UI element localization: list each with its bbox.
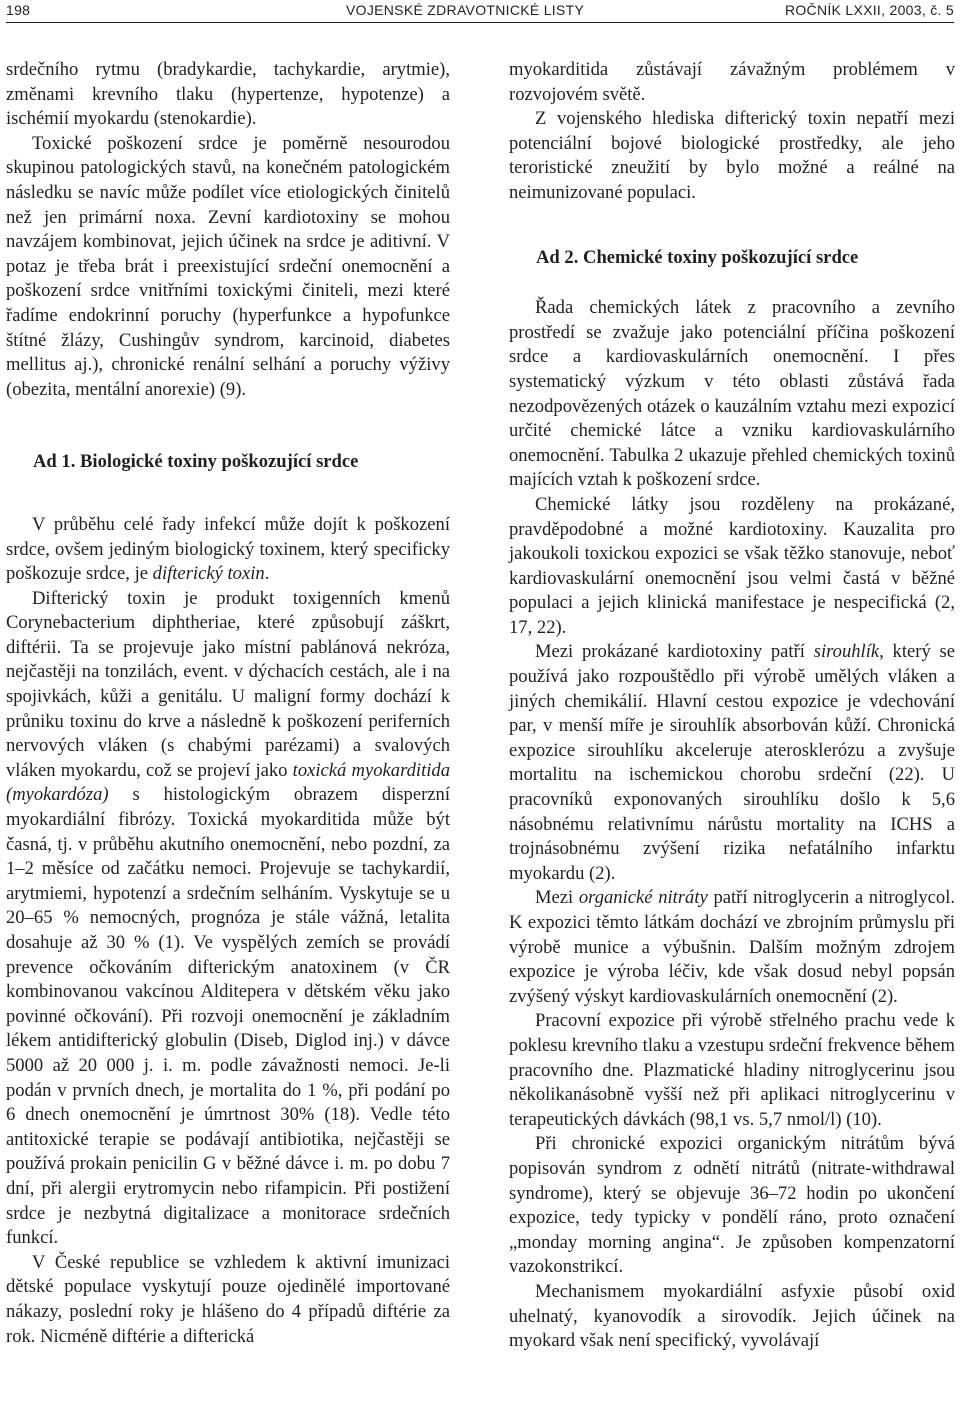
italic-term: difterický toxin: [152, 563, 265, 585]
paragraph: Při chronické expozici organickým nitrátům bývá popisován syndrom z odnětí nitrátů (nitrate-withdrawal syndrome), který se objevuje 36–72 hodin po ukončení expozice, tedy typicky v pondělí ráno, proto označení „monday morning angina“. Je způsoben kompenzatorní vazokonstrikcí.: [509, 1133, 955, 1278]
paragraph: Chemické látky jsou rozděleny na prokázané, pravděpodobné a možné kardiotoxiny. Kauzalita pro jakoukoli toxickou expozici se však těžko stanovuje, neboť kardiovaskulární onemocnění jsou velmi častá v běžné populaci a jejich klinická manifestace je nespecifická (2, 17, 22).: [509, 493, 955, 638]
italic-term: sirouhlík,: [813, 641, 884, 663]
paragraph: Z vojenského hlediska difterický toxin nepatří mezi potenciální bojové biologické prostředky, ale jeho teroristické zneužití by bylo možné a reálné na neimunizované populaci.: [509, 108, 955, 203]
italic-term: organické nitráty: [578, 887, 708, 909]
section-heading-biological: Ad 1. Biologické toxiny poškozující srdce: [33, 451, 359, 473]
paragraph: V České republice se vzhledem k aktivní imunizaci dětské populace vyskytují pouze ojedinělé importované nákazy, poslední roky je hlášeno do 4 případů diftérie za rok. Nicméně diftérie a difterická: [6, 1251, 450, 1347]
running-header: [6, 0, 954, 23]
section-heading-chemical: Ad 2. Chemické toxiny poškozující srdce: [536, 246, 859, 268]
right-column: [509, 58, 955, 1354]
paragraph: Toxické poškození srdce je poměrně nesourodou skupinou patologických stavů, na konečném patologickém následku se navíc může podílet více etiologických činitelů než jen primární noxa. Zevní kardiotoxiny se mohou navzájem kombinovat, jejich účinek na srdce je aditivní. V potaz je třeba brát i preexistující srdeční onemocnění a poškození srdce vnitřními toxickými činiteli, mezi které řadíme endokrinní poruchy (hyperfunkce a hypofunkce štítné žlázy, Cushingův syndrom, karcinoid, diabetes mellitus aj.), chronické renální selhání a poruchy výživy (obezita, mentální anorexie) (9).: [6, 132, 450, 400]
italic-term: toxická myokarditida (myokardóza): [6, 759, 450, 806]
volume-issue: ROČNÍK LXXII, 2003, č. 5: [784, 2, 954, 18]
journal-title: VOJENSKÉ ZDRAVOTNICKÉ LISTY: [346, 2, 585, 18]
paragraph: Mechanismem myokardiální asfyxie působí oxid uhelnatý, kyanovodík a sirovodík. Jejich účinek na myokard však není specifický, vyvolávají: [509, 1280, 955, 1352]
paragraph: Řada chemických látek z pracovního a zevního prostředí se zvažuje jako potenciální příčina poškození srdce a kardiovaskulárních onemocnění. I přes systematický výzkum v této oblasti zůstává řada nezodpovězených otázek o kauzálním vztahu mezi expozicí určité chemické látce a vzniku kardiovaskulárního onemocnění. Tabulka 2 ukazuje přehled chemických toxinů majících vztah k poškození srdce.: [509, 297, 955, 491]
paragraph: Mezi prokázané kardiotoxiny patří sirouhlík, který se používá jako rozpouštědlo při výrobě umělých vláken a jiných chemikálií. Hlavní cestou expozice je vdechování par, v menší míře je sirouhlík absorbován kůží. Chronická expozice sirouhlíku akceleruje aterosklerózu a zvyšuje mortalitu na ischemickou chorobu srdeční (22). U pracovníků exponovaných sirouhlíku došlo k 5,6 násobnému relativnímu nárůstu mortality na ICHS a trojnásobnému zvýšení rizika nefatálního infarktu myokardu (2).: [509, 641, 955, 884]
paragraph: Mezi organické nitráty patří nitroglycerin a nitroglycol. K expozici těmto látkám dochází ve zbrojním průmyslu při výrobě munice a výbušnin. Dalším možným zdrojem expozice je výroba léčiv, kde však dosud nebyl popsán zvýšený výskyt kardiovaskulárních onemocnění (2).: [509, 887, 956, 1007]
page-number: 198: [6, 2, 31, 18]
paragraph: Difterický toxin je produkt toxigenních kmenů Corynebacterium diphtheriae, které způsobují záškrt, diftérii. Ta se projevuje jako místní pablánová nekróza, nejčastěji na tonzilách, event. v dýchacích cestách, ale i na spojivkách, kůži a genitálu. U maligní formy dochází k průniku toxinu do krve a následně k poškození periferních nervových vláken (s chabými parézami) a svalových vláken myokardu, což se projeví jako toxická myokarditida (myokardóza) s histologickým obrazem disperzní myokardiální fibrózy. Toxická myokarditida může být časná, tj. v průběhu akutního onemocnění, nebo pozdní, za 1–2 měsíce od začátku nemoci. Projevuje se tachykardií, arytmiemi, hypotenzí a srdečním selháním. Vyskytuje se u 20–65 % nemocných, prognóza je stále vážná, letalita dosahuje až 30 % (1). Ve vyspělých zemích se provádí prevence očkováním difterickým anatoxinem (v ČR kombinovanou vakcínou Alditepera v dětském věku jako povinné očkování). Při rozvoji onemocnění je základním lékem antidifterický globulin (Diseb, Diglod inj.) v dávce 5000 až 20 000 j. i. m. podle závažnosti nemoci. Je-li podán v prvních dnech, je mortalita do 1 %, při podání po 6 dnech onemocnění je úmrtnost 30% (18). Vedle této antitoxické terapie se podávají antibiotika, nejčastěji se používá prokain penicilin G v běžné dávce i. m. po dobu 7 dní, při alergii erytromycin nebo rifampicin. Při postižení srdce je nezbytná digitalizace a monitorace srdečních funkcí.: [6, 587, 450, 1249]
paragraph: Pracovní expozice při výrobě střelného prachu vede k poklesu krevního tlaku a vzestupu srdeční frekvence během pracovního dne. Plazmatické hladiny nitroglycerinu jsou několikanásobně vyšší než při aplikaci nitroglycerinu v terapeutických dávkách (98,1 vs. 5,7 nmol/l) (10).: [509, 1010, 955, 1130]
left-column: [6, 58, 450, 1349]
paragraph: myokarditida zůstávají závažným problémem v rozvojovém světě.: [509, 59, 955, 105]
paragraph: V průběhu celé řady infekcí může dojít k poškození srdce, ovšem jediným biologický toxinem, který specificky poškozuje srdce, je difterický toxin.: [6, 513, 450, 585]
paragraph: srdečního rytmu (bradykardie, tachykardie, arytmie), změnami krevního tlaku (hypertenze, hypotenze) a ischémií myokardu (stenokardie).: [6, 59, 450, 130]
